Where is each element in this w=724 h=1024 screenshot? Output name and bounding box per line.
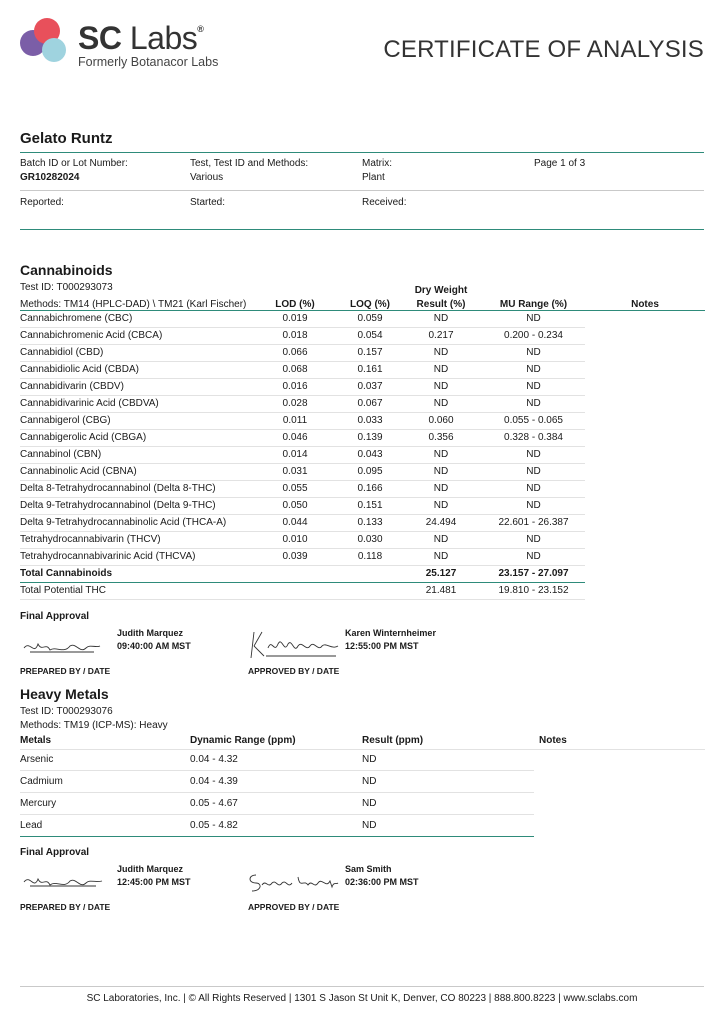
table-row (20, 378, 705, 395)
col-lod: LOD (%) (275, 298, 315, 310)
loq-value: 0.037 (340, 378, 400, 395)
lod-value: 0.055 (250, 480, 340, 497)
page-number: Page 1 of 3 (534, 158, 586, 169)
metal-name: Cadmium (20, 776, 63, 787)
result-value: ND (400, 361, 482, 378)
table-row (20, 412, 705, 429)
analyte-name: Delta 9-Tetrahydrocannabinol (Delta 9-THC) (20, 497, 250, 514)
row-divider (20, 792, 534, 793)
result-value: ND (400, 531, 482, 548)
lod-value: 0.031 (250, 463, 340, 480)
notes-value (585, 497, 705, 514)
table-row (20, 463, 705, 480)
metals-test-id: Test ID: T000293076 (20, 706, 113, 717)
loq-value: 0.043 (340, 446, 400, 463)
loq-value: 0.067 (340, 395, 400, 412)
analyte-name: Delta 8-Tetrahydrocannabinol (Delta 8-THC) (20, 480, 250, 497)
metal-range: 0.04 - 4.32 (190, 754, 238, 765)
mu-range-value: ND (482, 446, 585, 463)
mu-range-value: ND (482, 344, 585, 361)
mu-range-value: ND (482, 378, 585, 395)
mu-range-value: ND (482, 463, 585, 480)
col-dynamic-range: Dynamic Range (ppm) (190, 735, 296, 746)
cannabinoids-table (20, 282, 705, 600)
notes-value (585, 548, 705, 565)
loq-value: 0.054 (340, 327, 400, 344)
prepared-role: PREPARED BY / DATE (20, 902, 111, 912)
table-row (20, 548, 705, 565)
analyte-name: Cannabidiolic Acid (CBDA) (20, 361, 250, 378)
table-row (20, 344, 705, 361)
row-divider (20, 814, 534, 815)
result-value: ND (400, 310, 482, 327)
mu-range-value: ND (482, 361, 585, 378)
lod-value: 0.028 (250, 395, 340, 412)
heavy-metals-title: Heavy Metals (20, 686, 109, 702)
loq-value: 0.157 (340, 344, 400, 361)
loq-value: 0.151 (340, 497, 400, 514)
lod-value: 0.011 (250, 412, 340, 429)
col-result-top: Dry Weight (414, 285, 468, 296)
notes-value (585, 463, 705, 480)
prepared-signature (20, 870, 104, 894)
col-notes: Notes (631, 298, 659, 310)
metal-range: 0.05 - 4.82 (190, 820, 238, 831)
result-value: 0.217 (400, 327, 482, 344)
metal-range: 0.05 - 4.67 (190, 798, 238, 809)
notes-value (585, 582, 705, 599)
divider (20, 190, 704, 191)
lod-value (250, 582, 340, 599)
mu-range-value: ND (482, 480, 585, 497)
metal-name: Mercury (20, 798, 57, 809)
row-divider (20, 836, 534, 837)
product-name: Gelato Runtz (20, 130, 113, 147)
result-value: ND (400, 497, 482, 514)
logo-brand: SC Labs® (78, 20, 204, 56)
col-result: Result (%) (416, 298, 466, 310)
mu-range-value: 22.601 - 26.387 (482, 514, 585, 531)
divider (20, 229, 704, 230)
lod-value: 0.016 (250, 378, 340, 395)
result-value: ND (400, 344, 482, 361)
received-label: Received: (362, 197, 407, 208)
loq-value: 0.166 (340, 480, 400, 497)
mu-range-value: ND (482, 310, 585, 327)
metal-result: ND (362, 754, 377, 765)
result-value: ND (400, 378, 482, 395)
total-row (20, 565, 705, 582)
final-approval-label: Final Approval (20, 847, 90, 858)
metal-range: 0.04 - 4.39 (190, 776, 238, 787)
table-row (20, 327, 705, 344)
analyte-name: Cannabidiol (CBD) (20, 344, 250, 361)
document-title: CERTIFICATE OF ANALYSIS (383, 36, 704, 63)
table-row (20, 446, 705, 463)
analyte-name: Cannabidivarinic Acid (CBDVA) (20, 395, 250, 412)
loq-value: 0.133 (340, 514, 400, 531)
notes-value (585, 395, 705, 412)
reported-label: Reported: (20, 197, 64, 208)
col-loq: LOQ (%) (350, 298, 390, 310)
loq-value: 0.118 (340, 548, 400, 565)
footer-text: SC Laboratories, Inc. | © All Rights Reserved | 1301 S Jason St Unit K, Denver, CO 80223 | 888.800.8223 | www.sclabs.com (86, 993, 638, 1004)
table-row (20, 480, 705, 497)
table-row (20, 310, 705, 327)
result-value: 21.481 (400, 582, 482, 599)
mu-range-value: ND (482, 497, 585, 514)
batch-info: Batch ID or Lot Number: GR10282024 (20, 158, 128, 183)
analyte-name: Tetrahydrocannabivarin (THCV) (20, 531, 250, 548)
metals-header-line (20, 749, 705, 750)
prepared-signature (20, 634, 102, 660)
cannabinoids-methods: Methods: TM14 (HPLC-DAD) \ TM21 (Karl Fischer) (20, 298, 247, 310)
mu-range-value: 0.328 - 0.384 (482, 429, 585, 446)
lod-value (250, 565, 340, 582)
metal-result: ND (362, 776, 377, 787)
mu-range-value: 23.157 - 27.097 (482, 565, 585, 582)
col-metals-result: Result (ppm) (362, 735, 424, 746)
analyte-name: Cannabigerol (CBG) (20, 412, 250, 429)
result-value: 0.060 (400, 412, 482, 429)
loq-value (340, 582, 400, 599)
notes-value (585, 429, 705, 446)
notes-value (585, 514, 705, 531)
metal-name: Arsenic (20, 754, 54, 765)
approved-signature (248, 628, 340, 662)
table-row (20, 361, 705, 378)
footer-divider (20, 986, 704, 987)
notes-value (585, 446, 705, 463)
mu-range-value: ND (482, 531, 585, 548)
lod-value: 0.066 (250, 344, 340, 361)
prepared-by: Judith Marquez 12:45:00 PM MST (117, 864, 191, 887)
analyte-name: Delta 9-Tetrahydrocannabinolic Acid (THCA-A) (20, 514, 250, 531)
analyte-name: Cannabinolic Acid (CBNA) (20, 463, 250, 480)
lod-value: 0.014 (250, 446, 340, 463)
loq-value (340, 565, 400, 582)
approved-role: APPROVED BY / DATE (248, 666, 340, 676)
notes-value (585, 378, 705, 395)
result-value: ND (400, 446, 482, 463)
notes-value (585, 531, 705, 548)
cannabinoids-title: Cannabinoids (20, 262, 113, 278)
company-logo (20, 18, 250, 78)
lod-value: 0.018 (250, 327, 340, 344)
col-metals-notes: Notes (539, 735, 567, 746)
test-info: Test, Test ID and Methods: Various (190, 158, 309, 183)
mu-range-value: ND (482, 395, 585, 412)
divider (20, 152, 704, 153)
notes-value (585, 310, 705, 327)
started-label: Started: (190, 197, 226, 208)
analyte-name: Cannabinol (CBN) (20, 446, 250, 463)
analyte-name: Cannabichromenic Acid (CBCA) (20, 327, 250, 344)
approved-role: APPROVED BY / DATE (248, 902, 340, 912)
analyte-name: Cannabichromene (CBC) (20, 310, 250, 327)
lod-value: 0.046 (250, 429, 340, 446)
analyte-name: Tetrahydrocannabivarinic Acid (THCVA) (20, 548, 250, 565)
lod-value: 0.019 (250, 310, 340, 327)
result-value: 24.494 (400, 514, 482, 531)
metal-result: ND (362, 798, 377, 809)
result-value: ND (400, 548, 482, 565)
table-row (20, 514, 705, 531)
result-value: 25.127 (400, 565, 482, 582)
mu-range-value: 19.810 - 23.152 (482, 582, 585, 599)
notes-value (585, 327, 705, 344)
notes-value (585, 565, 705, 582)
loq-value: 0.033 (340, 412, 400, 429)
logo-subtitle: Formerly Botanacor Labs (78, 55, 219, 69)
approved-signature (246, 869, 340, 895)
notes-value (585, 344, 705, 361)
analyte-name: Cannabigerolic Acid (CBGA) (20, 429, 250, 446)
table-row (20, 531, 705, 548)
result-value: 0.356 (400, 429, 482, 446)
loq-value: 0.095 (340, 463, 400, 480)
notes-value (585, 412, 705, 429)
row-divider (20, 770, 534, 771)
analyte-name: Cannabidivarin (CBDV) (20, 378, 250, 395)
approved-by: Karen Winternheimer 12:55:00 PM MST (345, 628, 436, 651)
mu-range-value: 0.200 - 0.234 (482, 327, 585, 344)
col-metals: Metals (20, 735, 52, 746)
total-row (20, 582, 705, 599)
table-row (20, 395, 705, 412)
loq-value: 0.030 (340, 531, 400, 548)
table-row (20, 429, 705, 446)
result-value: ND (400, 395, 482, 412)
loq-value: 0.161 (340, 361, 400, 378)
logo-circle-blue (42, 38, 66, 62)
loq-value: 0.139 (340, 429, 400, 446)
approved-by: Sam Smith 02:36:00 PM MST (345, 864, 419, 887)
notes-value (585, 480, 705, 497)
matrix-info: Matrix: Plant (362, 158, 392, 183)
notes-value (585, 361, 705, 378)
col-mu: MU Range (%) (499, 298, 568, 310)
lod-value: 0.044 (250, 514, 340, 531)
result-value: ND (400, 480, 482, 497)
final-approval-label: Final Approval (20, 611, 90, 622)
prepared-role: PREPARED BY / DATE (20, 666, 111, 676)
lod-value: 0.050 (250, 497, 340, 514)
metal-name: Lead (20, 820, 43, 831)
lod-value: 0.039 (250, 548, 340, 565)
mu-range-value: ND (482, 548, 585, 565)
metals-methods: Methods: TM19 (ICP-MS): Heavy (20, 720, 168, 731)
result-value: ND (400, 463, 482, 480)
lod-value: 0.068 (250, 361, 340, 378)
total-name: Total Cannabinoids (20, 565, 250, 582)
loq-value: 0.059 (340, 310, 400, 327)
prepared-by: Judith Marquez 09:40:00 AM MST (117, 628, 191, 651)
metal-result: ND (362, 820, 377, 831)
lod-value: 0.010 (250, 531, 340, 548)
total-name: Total Potential THC (20, 582, 250, 599)
table-row (20, 497, 705, 514)
cannabinoids-test-id: Test ID: T000293073 (20, 282, 113, 293)
mu-range-value: 0.055 - 0.065 (482, 412, 585, 429)
